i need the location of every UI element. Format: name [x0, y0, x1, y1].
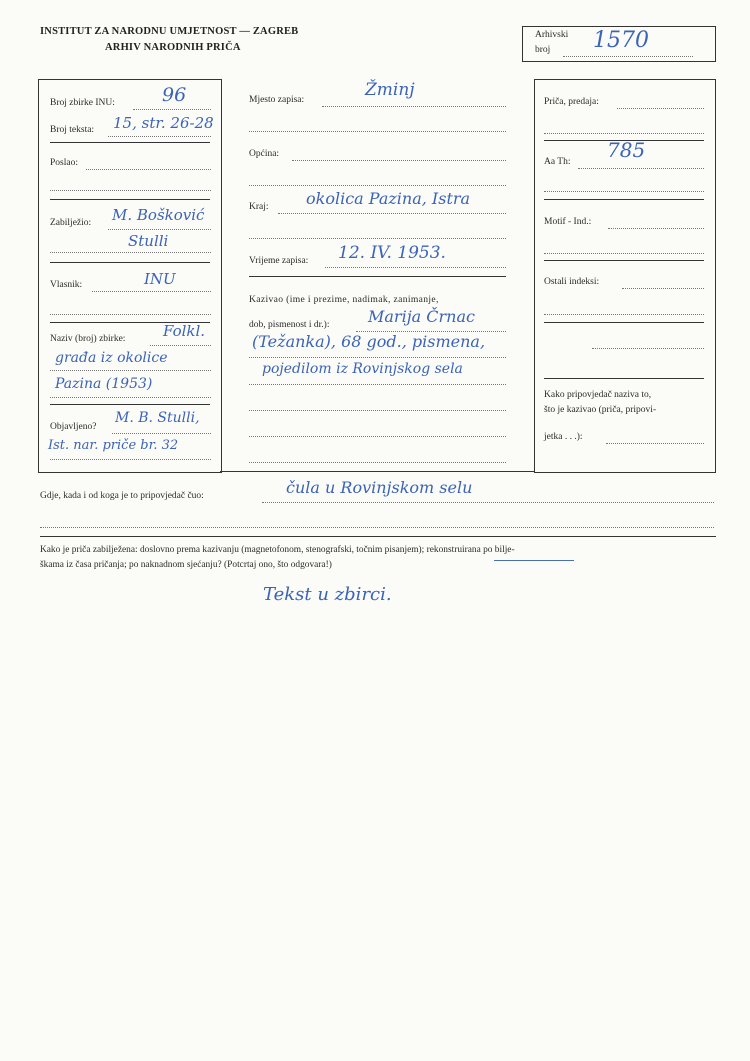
- handwritten-note: Tekst u zbirci.: [263, 584, 392, 605]
- time-label: Vrijeme zapisa:: [249, 256, 309, 266]
- published-2: Ist. nar. priče br. 32: [48, 438, 179, 453]
- narrator-label-2: dob, pismenost i dr.):: [249, 320, 330, 330]
- institute-name: INSTITUT ZA NARODNU UMJETNOST — ZAGREB: [40, 26, 299, 37]
- archive-name: ARHIV NARODNIH PRIČA: [105, 42, 241, 53]
- narrator-name-label-1: Kako pripovjedač naziva to,: [544, 390, 652, 400]
- underline-mark: [494, 560, 574, 561]
- sent-label: Poslao:: [50, 158, 78, 168]
- motif-label: Motif - Ind.:: [544, 217, 592, 227]
- narrator-name-label-3: jetka . . .):: [544, 432, 583, 442]
- collection-name-2: građa iz okolice: [55, 350, 168, 366]
- owner-value: INU: [144, 270, 176, 288]
- story-label: Priča, predaja:: [544, 97, 599, 107]
- heard-value: čula u Rovinjskom selu: [286, 478, 473, 497]
- collection-name-1: Folkl.: [163, 322, 206, 340]
- narrator-1: Marija Črnac: [368, 307, 475, 326]
- text-no-value: 15, str. 26-28: [113, 114, 214, 132]
- recorded-value-1: M. Bošković: [112, 206, 205, 224]
- collection-name-label: Naziv (broj) zbirke:: [50, 334, 126, 344]
- narrator-3: pojedilom iz Rovinjskog sela: [262, 361, 463, 377]
- recorded-value-2: Stulli: [128, 232, 169, 250]
- time-value: 12. IV. 1953.: [338, 243, 446, 263]
- owner-label: Vlasnik:: [50, 280, 83, 290]
- archive-number-value: 1570: [593, 28, 649, 53]
- published-1: M. B. Stulli,: [115, 410, 200, 426]
- narrator-2: (Težanka), 68 god., pismena,: [252, 332, 486, 351]
- published-label: Objavljeno?: [50, 422, 97, 432]
- archive-number-label-1: Arhivski: [535, 30, 569, 40]
- collection-name-3: Pazina (1953): [55, 376, 153, 392]
- how-recorded-line-1: Kako je priča zabilježena: doslovno prema kazivanju (magnetofonom, stenografski, točnim pisanjem); rekonstruirana po bilje-: [40, 545, 515, 555]
- aath-value: 785: [607, 138, 646, 162]
- aath-label: Aa Th:: [544, 157, 571, 167]
- recorded-label: Zabilježio:: [50, 218, 92, 228]
- collection-no-value: 96: [162, 84, 187, 106]
- heard-label: Gdje, kada i od koga je to pripovjedač čuo:: [40, 491, 204, 501]
- archive-number-box: [522, 26, 716, 62]
- narrator-name-label-2: što je kazivao (priča, pripovi-: [544, 405, 657, 415]
- narrator-label-1: Kazivao (ime i prezime, nadimak, zanimanje,: [249, 294, 439, 305]
- collection-no-label: Broj zbirke INU:: [50, 98, 115, 108]
- region-label: Kraj:: [249, 202, 269, 212]
- place-label: Mjesto zapisa:: [249, 95, 305, 105]
- how-recorded-line-2: škama iz časa pričanja; po naknadnom sjećanju? (Potcrtaj ono, što odgovara!): [40, 560, 332, 570]
- other-indices-label: Ostali indeksi:: [544, 277, 600, 287]
- text-no-label: Broj teksta:: [50, 125, 95, 135]
- place-value: Žminj: [365, 80, 415, 100]
- region-value: okolica Pazina, Istra: [306, 189, 471, 208]
- municipality-label: Općina:: [249, 149, 280, 159]
- archive-number-label-2: broj: [535, 45, 551, 55]
